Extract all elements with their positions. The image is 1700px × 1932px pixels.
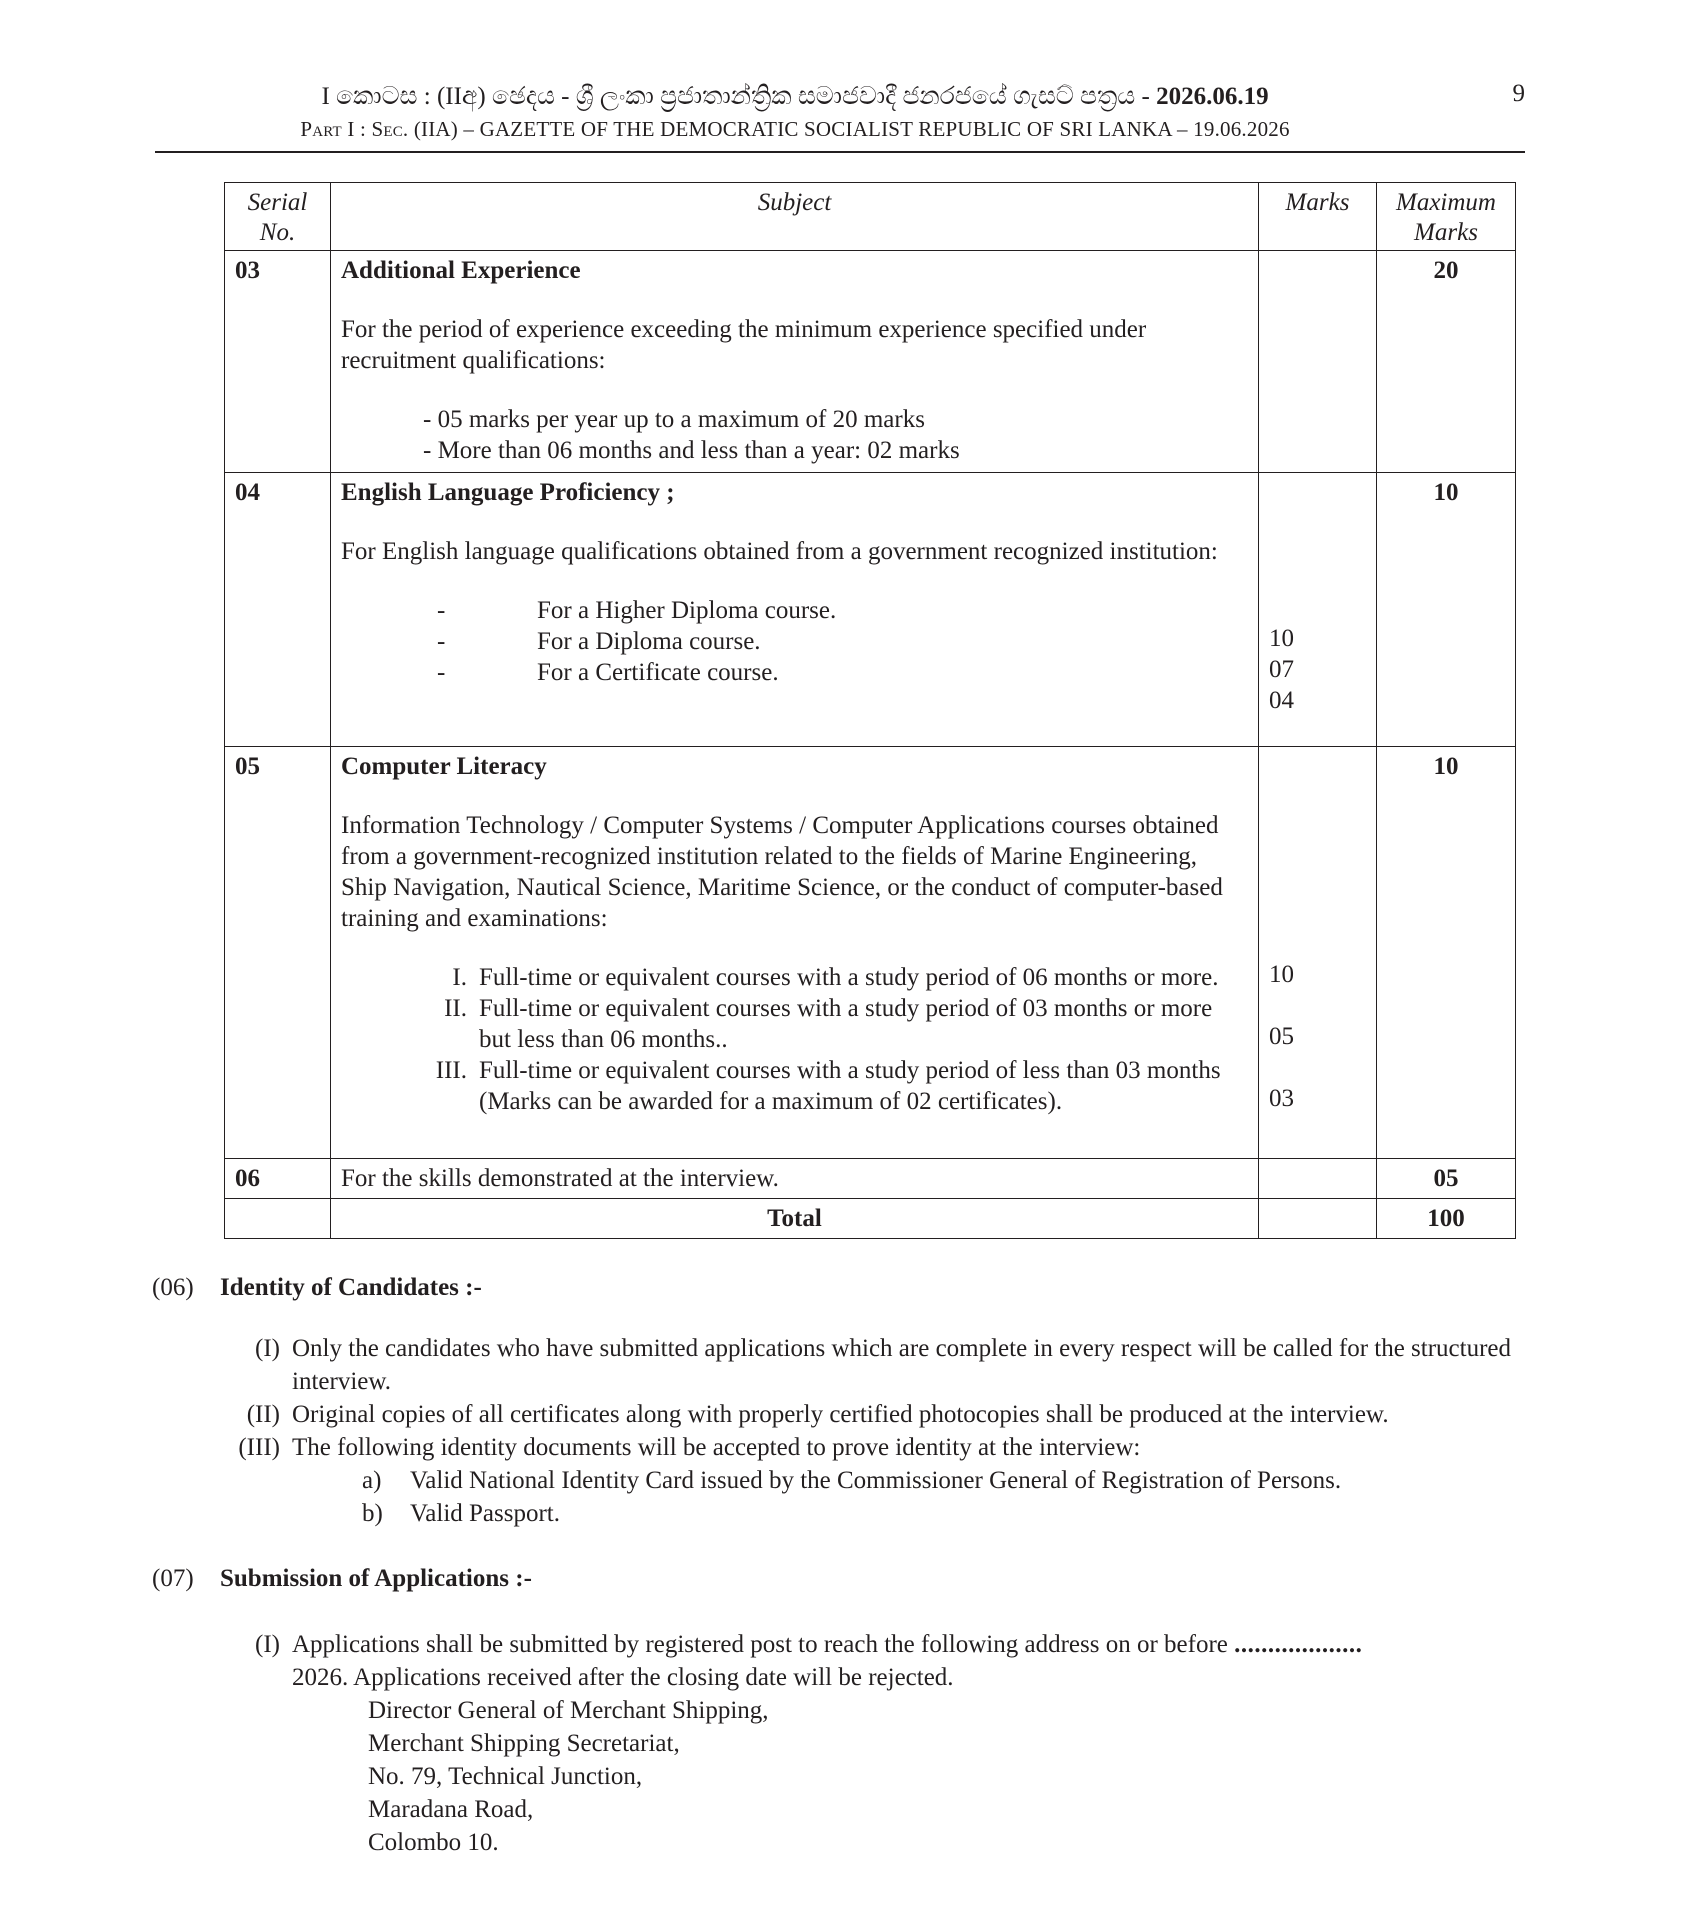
subject-cell — [331, 747, 1259, 1159]
list-item: b) Valid Passport. — [362, 1500, 560, 1527]
list-item: I. Full-time or equivalent courses with a study period of 06 months or more. — [452, 964, 1219, 991]
header-marks: Marks — [1259, 183, 1377, 251]
subject-cell: For the skills demonstrated at the interview. — [331, 1159, 1259, 1199]
max-marks-cell: 20 — [1377, 251, 1516, 473]
serial-cell: 05 — [225, 747, 331, 1159]
marks-value: 04 — [1269, 687, 1294, 714]
serial-cell — [225, 1199, 331, 1239]
list-item: (I) Only the candidates who have submitted applications which are complete in every respect will be called for the structured interview. — [255, 1335, 1512, 1395]
list-item: - For a Higher Diploma course. — [437, 597, 837, 624]
marks-cell — [1259, 1199, 1377, 1239]
list-item: - 05 marks per year up to a maximum of 20 marks — [423, 406, 925, 433]
list-item: II. Full-time or equivalent courses with a study period of 03 months or more but less than 06 months.. — [444, 995, 1213, 1053]
address-block — [152, 1694, 1532, 1859]
header-rule — [155, 151, 1525, 153]
list-item: (II) Original copies of all certificates along with properly certified photocopies shall be produced at the interview. — [246, 1401, 1389, 1428]
marks-cell — [1259, 251, 1377, 473]
total-label: Total — [331, 1199, 1259, 1239]
address-line: Colombo 10. — [368, 1829, 499, 1856]
section-heading: (07) Submission of Applications :- — [152, 1565, 532, 1592]
marks-cell — [1259, 473, 1377, 747]
marks-value: 05 — [1269, 1023, 1294, 1050]
table-row — [225, 251, 1516, 473]
table-total-row — [225, 1199, 1516, 1239]
subject-title: Computer Literacy — [341, 753, 547, 780]
header-sinhala-line: I කොටස : (IIඅ) ඡෙදය - ශ්‍රී ලංකා ප්‍රජාතාන්ත්‍රික සමාජවාදී ජනරජයේ ගැසට් පත්‍රය - 2026.06.19 — [321, 83, 1269, 110]
section-identity-of-candidates — [152, 1271, 1532, 1530]
list-item: (I) Applications shall be submitted by registered post to reach the following address on or before ................... 2026. Applications received after the closing date will be rejected. — [255, 1631, 1363, 1691]
list-item: III. Full-time or equivalent courses with a study period of less than 03 months (Marks can be awarded for a maximum of 02 certificates). — [435, 1057, 1221, 1115]
address-line: Maradana Road, — [368, 1796, 534, 1823]
total-value: 100 — [1377, 1199, 1516, 1239]
marks-value: 10 — [1269, 625, 1294, 652]
list-item: (III) The following identity documents will be accepted to prove identity at the interview: — [238, 1434, 1141, 1461]
max-marks-cell: 10 — [1377, 747, 1516, 1159]
subject-description: For the period of experience exceeding the minimum experience specified under recruitment qualifications: — [341, 316, 1147, 374]
table-row — [225, 747, 1516, 1159]
address-line: Merchant Shipping Secretariat, — [368, 1730, 680, 1757]
max-marks-cell: 05 — [1377, 1159, 1516, 1199]
header-english-line: Part I : Sec. (IIA) – GAZETTE OF THE DEMOCRATIC SOCIALIST REPUBLIC OF SRI LANKA – 19.06.2026 — [300, 117, 1290, 141]
max-marks-cell: 10 — [1377, 473, 1516, 747]
subject-title: Additional Experience — [341, 257, 581, 284]
serial-cell: 03 — [225, 251, 331, 473]
list-item: - More than 06 months and less than a year: 02 marks — [423, 437, 960, 464]
marks-cell — [1259, 1159, 1377, 1199]
header-max-marks: Maximum Marks — [1377, 183, 1516, 251]
table-header-row — [225, 183, 1516, 251]
subject-description: For English language qualifications obtained from a government recognized institution: — [341, 538, 1218, 565]
section-heading: (06) Identity of Candidates :- — [152, 1274, 482, 1301]
section-submission-of-applications — [152, 1562, 1532, 1859]
page-number: 9 — [1512, 80, 1525, 107]
list-item: a) Valid National Identity Card issued by the Commissioner General of Registration of Persons. — [362, 1467, 1342, 1494]
list-item: - For a Certificate course. — [437, 659, 779, 686]
marks-value: 03 — [1269, 1085, 1294, 1112]
marks-table — [224, 182, 1516, 1239]
marks-cell — [1259, 747, 1377, 1159]
address-line: Director General of Merchant Shipping, — [368, 1697, 769, 1724]
serial-cell: 06 — [225, 1159, 331, 1199]
subject-cell — [331, 251, 1259, 473]
subject-description: Information Technology / Computer Systems / Computer Applications courses obtained from a government-recognized institution related to the fields of Marine Engineering, Ship Navigation, Nautical Science, Maritime Science, or the conduct of computer-based training and examinations: — [341, 812, 1223, 932]
table-row — [225, 473, 1516, 747]
serial-cell: 04 — [225, 473, 331, 747]
header-serial: Serial No. — [225, 183, 331, 251]
page-header — [155, 80, 1525, 144]
subject-cell — [331, 473, 1259, 747]
marks-value: 07 — [1269, 656, 1294, 683]
header-subject: Subject — [331, 183, 1259, 251]
marks-value: 10 — [1269, 961, 1294, 988]
list-item: - For a Diploma course. — [437, 628, 761, 655]
subject-title: English Language Proficiency ; — [341, 479, 675, 506]
table-row — [225, 1159, 1516, 1199]
address-line: No. 79, Technical Junction, — [368, 1763, 643, 1790]
